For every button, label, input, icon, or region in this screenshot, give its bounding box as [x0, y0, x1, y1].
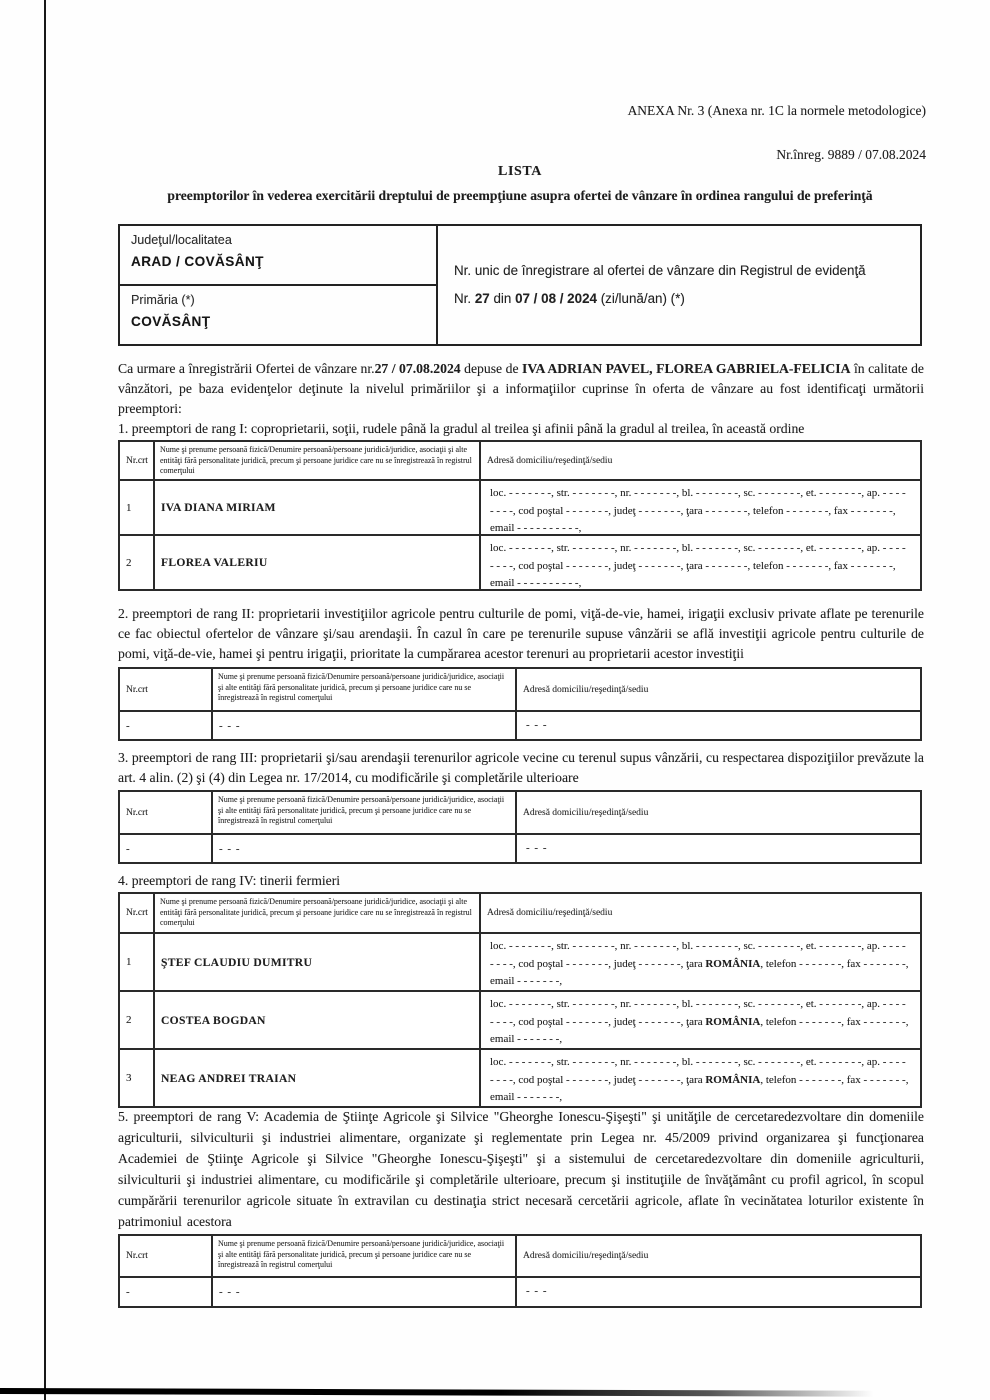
table-row [120, 534, 920, 589]
reg-line2-suffix: (zi/lună/an) (*) [596, 291, 685, 306]
reg-line2-prefix: Nr. [454, 291, 475, 306]
preemptor-table-rank-4 [118, 892, 922, 1108]
section-5-heading: 5. preemptori de rang V: Academia de Ştiinţe Agricole şi Silvice "Gheorghe Ionescu-Şişeşti" şi unităţile de cercetaredezvoltare din domeniile agriculturii, silviculturii şi industriei alimentare, organizate şi reglementate prin Legea nr. 45/2009 privind organizarea şi funcţionarea Academiei de Ştiinţe Agricole şi Silvice "Gheorghe Ionescu-Şişeşti" şi a sistemului de cercetaredezvoltare din domeniile agriculturii, silviculturii şi industriei alimentare, cu modificările şi completările ulterioare, precum şi instituţiile de învăţământ cu profil agricol, în scopul cumpărării terenurilor agricole situate în extravilan cu destinaţia strict necesară cercetării agricole, aflate în vecinătatea loturilor existente în patrimoniul acestora [118, 1109, 924, 1229]
col-header-nr: Nr.crt [126, 455, 148, 466]
preemptor-table-rank-3 [118, 790, 922, 864]
table-row [120, 990, 920, 1048]
address-post: , telefon - - - - - - -, fax - - - - - - -, email - - - - - - -, [490, 1073, 909, 1104]
page-title: LISTA [498, 164, 542, 179]
preemptor-name: - - - [211, 835, 515, 862]
address-post: , telefon - - - - - - -, fax - - - - - - -, email - - - - - - -, [490, 1015, 909, 1046]
col-header-address: Adresă domiciliu/reşedinţă/sediu [515, 1236, 920, 1276]
col-header-address: Adresă domiciliu/reşedinţă/sediu [479, 442, 920, 479]
preemptor-table-rank-1 [118, 440, 922, 591]
section-4-heading: 4. preemptori de rang IV: tinerii fermieri [118, 873, 341, 888]
intro-seller-names: IVA ADRIAN PAVEL, FLOREA GABRIELA-FELICIA [522, 361, 851, 376]
col-header-nr: Nr.crt [126, 1251, 148, 1261]
col-header-name: Nume şi prenume persoană fizică/Denumire persoană/persoane juridică/juridice, asociaţii şi alte entităţi fără personalitate juridică, precum şi persoane juridice care nu se înregistrează în registrul comerţului [211, 669, 515, 710]
row-number: - [126, 1286, 130, 1298]
col-header-nr: Nr.crt [126, 908, 148, 918]
offer-registration-cell [438, 226, 920, 344]
annex-note: ANEXA Nr. 3 (Anexa nr. 1C la normele metodologice) [627, 103, 926, 118]
intro-offer-number: 27 / 07.08.2024 [374, 361, 461, 376]
offer-registration-line2 [454, 285, 906, 313]
registration-info-box [118, 224, 922, 346]
table-header-row [120, 669, 920, 710]
preemptor-address [479, 934, 920, 990]
table-header-row [120, 442, 920, 479]
row-number: 1 [126, 956, 132, 968]
cityhall-value: COVĂSÂNŢ [131, 314, 211, 329]
col-header-name: Nume şi prenume persoană fizică/Denumire persoană/persoane juridică/juridice, asociaţii şi alte entităţi fără personalitate juridică, precum şi persoane juridice care nu se înregistrează în registrul comerţului [153, 442, 479, 479]
col-header-name: Nume şi prenume persoană fizică/Denumire persoană/persoane juridică/juridice, asociaţii şi alte entităţi fără personalitate juridică, precum şi persoane juridice care nu se înregistrează în registrul comerţului [211, 792, 515, 833]
preemptor-address: - - - [515, 1278, 920, 1306]
county-cell [120, 226, 436, 284]
intro-seg3: depuse de [460, 361, 523, 376]
address-country: ROMÂNIA [705, 957, 761, 970]
preemptor-table-rank-2 [118, 667, 922, 741]
row-number: 2 [126, 556, 132, 569]
reg-line2-number: 27 [474, 291, 490, 306]
preemptor-name: ŞTEF CLAUDIU DUMITRU [153, 934, 479, 990]
row-number: 1 [126, 501, 132, 514]
preemptor-name: FLOREA VALERIU [153, 536, 479, 589]
col-header-nr: Nr.crt [126, 807, 148, 818]
offer-registration-line1: Nr. unic de înregistrare al ofertei de vânzare din Registrul de evidenţă [454, 263, 866, 278]
preemptor-address [479, 1050, 920, 1106]
address-pre: loc. - - - - - - -, str. - - - - - - -, nr. - - - - - - -, bl. - - - - - - -, sc. - - - - - - -, et. - - - - - - -, ap. - - - - - - - -, cod poştal - - - - - - -, judeţ - - - - - - -, ţara [490, 1056, 906, 1086]
preemptor-name: - - - [211, 712, 515, 739]
county-value: ARAD / COVĂSÂNŢ [131, 254, 264, 269]
row-number: - [126, 842, 130, 855]
preemptor-name: NEAG ANDREI TRAIAN [153, 1050, 479, 1106]
preemptor-name: COSTEA BOGDAN [153, 992, 479, 1048]
section-1-heading: 1. preemptori de rang I: coproprietarii, soţii, rudele până la gradul al treilea şi afinii până la gradul al treilea, în această ordine [118, 421, 805, 436]
table-header-row [120, 792, 920, 833]
col-header-nr: Nr.crt [126, 684, 148, 695]
col-header-address: Adresă domiciliu/reşedinţă/sediu [515, 669, 920, 710]
reg-line2-mid: din [489, 291, 516, 306]
row-number: 2 [126, 1014, 132, 1026]
preemptor-address: - - - [515, 835, 920, 862]
table-row [120, 932, 920, 990]
document-subtitle: preemptorilor în vederea exercitării dreptului de preempţiune asupra ofertei de vânzare în ordinea rangului de preferinţă [167, 188, 873, 203]
preemptor-name: - - - [211, 1278, 515, 1306]
section-2-heading: 2. preemptori de rang II: proprietarii investiţiilor agricole pentru culturile de pomi, viţă-de-vie, hamei, irigaţii exclusiv private aflate pe terenurile ce fac obiectul ofertelor de vânzare şi/sau arendaşii. În cazul în care pe terenurile supuse vânzării se află investiţii agricole pentru culturile de pomi, viţă-de-vie, hamei şi pentru irigaţii, prioritate la cumpărarea acestor terenuri au proprietarii acestor investiţii [118, 606, 924, 661]
registration-number: Nr.înreg. 9889 / 07.08.2024 [776, 147, 926, 162]
col-header-name: Nume şi prenume persoană fizică/Denumire persoană/persoane juridică/juridice, asociaţii şi alte entităţi fără personalitate juridică, precum şi persoane juridice care nu se înregistrează în registrul comerţului [153, 894, 479, 932]
preemptor-address: loc. - - - - - - -, str. - - - - - - -, nr. - - - - - - -, bl. - - - - - - -, sc. - - - - - - -, et. - - - - - - -, ap. - - - - - - - -, cod poştal - - - - - - -, judeţ - - - - - - -, ţara - - - - - - -, telefon - - - - - - -, fax - - - - - - -, email - - - - - - - - - -, [479, 481, 920, 534]
cityhall-label: Primăria (*) [131, 293, 195, 307]
preemptor-address [479, 992, 920, 1048]
col-header-name: Nume şi prenume persoană fizică/Denumire persoană/persoane juridică/juridice, asociaţii şi alte entităţi fără personalitate juridică, precum şi persoane juridice care nu se înregistrează în registrul comerţului [211, 1236, 515, 1276]
table-row [120, 1048, 920, 1106]
address-country: ROMÂNIA [705, 1073, 761, 1086]
address-pre: loc. - - - - - - -, str. - - - - - - -, nr. - - - - - - -, bl. - - - - - - -, sc. - - - - - - -, et. - - - - - - -, ap. - - - - - - - -, cod poştal - - - - - - -, judeţ - - - - - - -, ţara [490, 940, 906, 970]
preemptor-name: IVA DIANA MIRIAM [153, 481, 479, 534]
table-row-empty [120, 1276, 920, 1306]
intro-paragraph [118, 359, 924, 418]
scan-artifact-vertical-line [44, 0, 46, 1400]
reg-line2-date: 07 / 08 / 2024 [515, 291, 597, 306]
address-pre: loc. - - - - - - -, str. - - - - - - -, nr. - - - - - - -, bl. - - - - - - -, sc. - - - - - - -, et. - - - - - - -, ap. - - - - - - - -, cod poştal - - - - - - -, judeţ - - - - - - -, ţara [490, 998, 906, 1028]
preemptor-address: - - - [515, 712, 920, 739]
preemptor-table-rank-5 [118, 1234, 922, 1308]
table-header-row [120, 894, 920, 932]
cityhall-cell [120, 284, 436, 344]
address-post: , telefon - - - - - - -, fax - - - - - - -, email - - - - - - -, [490, 957, 909, 988]
intro-seg5: în calitate de vânzători, pe baza evidenţelor deţinute la nivelul primăriilor şi a informaţiilor cuprinse în oferta de vânzare au fost identificaţi următorii preemptori: [118, 361, 924, 416]
intro-seg1: Ca urmare a înregistrării Ofertei de vânzare nr. [118, 361, 375, 376]
table-header-row [120, 1236, 920, 1276]
row-number: - [126, 719, 130, 732]
scan-artifact-bottom-line [0, 1388, 910, 1397]
table-row [120, 479, 920, 534]
table-row-empty [120, 833, 920, 862]
col-header-address: Adresă domiciliu/reşedinţă/sediu [479, 894, 920, 932]
locality-column [120, 226, 438, 344]
county-label: Judeţul/localitatea [131, 233, 232, 247]
address-country: ROMÂNIA [705, 1015, 761, 1028]
preemptor-address: loc. - - - - - - -, str. - - - - - - -, nr. - - - - - - -, bl. - - - - - - -, sc. - - - - - - -, et. - - - - - - -, ap. - - - - - - - -, cod poştal - - - - - - -, judeţ - - - - - - -, ţara - - - - - - -, telefon - - - - - - -, fax - - - - - - -, email - - - - - - - - - -, [479, 536, 920, 589]
section-3-heading: 3. preemptori de rang III: proprietarii şi/sau arendaşii terenurilor agricole vecine cu terenul supus vânzării, cu respectarea dispoziţiilor prevăzute la art. 4 alin. (2) şi (4) din Legea nr. 17/2014, cu modificările şi completările ulterioare [118, 750, 924, 785]
row-number: 3 [126, 1072, 132, 1084]
table-row-empty [120, 710, 920, 739]
col-header-address: Adresă domiciliu/reşedinţă/sediu [515, 792, 920, 833]
